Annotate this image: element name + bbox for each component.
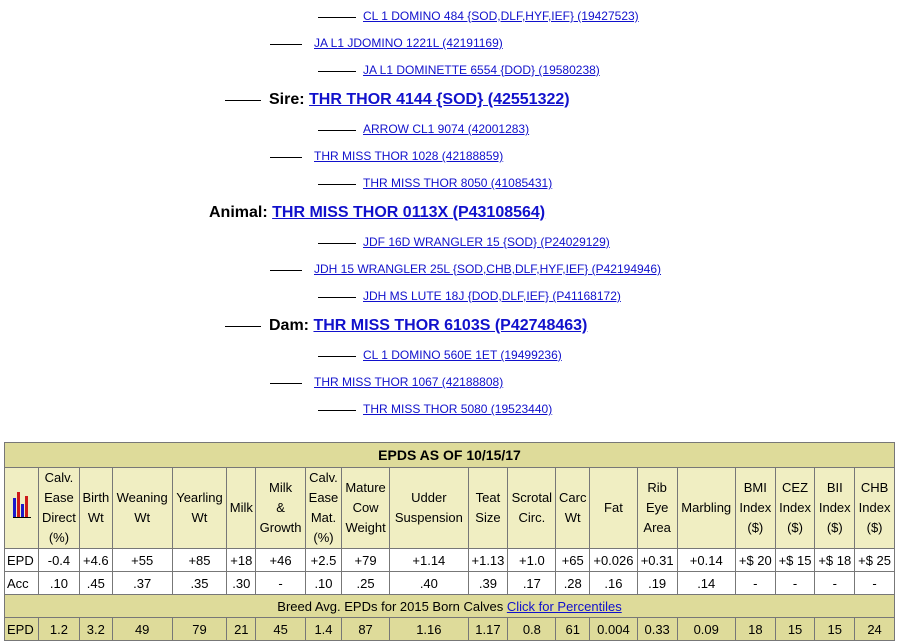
header-line: Scrotal xyxy=(511,490,553,505)
acc-value-cell: .14 xyxy=(677,572,735,595)
header-line: ($) xyxy=(826,520,843,535)
header-line: Wt xyxy=(191,510,208,525)
epd-col-header xyxy=(855,468,895,549)
breed-avg-text: Breed Avg. EPDs for 2015 Born Calves xyxy=(277,598,507,614)
header-line: BII xyxy=(826,480,843,495)
avg-value-cell: 49 xyxy=(112,618,172,641)
epd-value-cell: +0.31 xyxy=(637,549,677,572)
pedigree-dd xyxy=(270,375,503,389)
sds-link[interactable]: ARROW CL1 9074 (42001283) xyxy=(363,122,530,136)
header-line: Index xyxy=(818,500,851,515)
pedigree-ddd xyxy=(318,402,552,416)
avg-value-cell: 1.16 xyxy=(390,618,468,641)
header-line: Weaning xyxy=(116,490,168,505)
acc-value-cell: .19 xyxy=(637,572,677,595)
header-line: Wt xyxy=(564,510,581,525)
header-line: Wt xyxy=(134,510,151,525)
epd-value-cell: +79 xyxy=(342,549,390,572)
acc-value-cell: .16 xyxy=(590,572,638,595)
header-line: Fat xyxy=(604,500,623,515)
header-line: Birth xyxy=(82,490,110,505)
epd-value-cell: +$ 25 xyxy=(855,549,895,572)
acc-value-cell: .35 xyxy=(172,572,227,595)
acc-value-cell: .28 xyxy=(556,572,590,595)
epd-value-cell: +$ 20 xyxy=(735,549,775,572)
epd-col-header xyxy=(342,468,390,549)
pedigree-ds xyxy=(270,262,661,276)
connector-line xyxy=(318,17,356,18)
sdd-link[interactable]: THR MISS THOR 8050 (41085431) xyxy=(363,176,553,190)
acc-row-label: Acc xyxy=(5,572,39,595)
epd-value-cell: +$ 15 xyxy=(775,549,815,572)
epd-value-cell: +1.14 xyxy=(390,549,468,572)
acc-value-cell: - xyxy=(815,572,855,595)
acc-value-cell: - xyxy=(256,572,306,595)
header-line: Carc xyxy=(559,490,587,505)
epd-value-cell: +18 xyxy=(227,549,256,572)
epd-value-cell: +0.14 xyxy=(677,549,735,572)
header-line: Direct xyxy=(41,510,76,525)
header-line: Index xyxy=(779,500,811,515)
dd-link[interactable]: THR MISS THOR 1067 (42188808) xyxy=(314,375,504,389)
epd-col-header xyxy=(172,468,227,549)
header-line: Marbling xyxy=(681,500,732,515)
epd-value-cell: +2.5 xyxy=(305,549,341,572)
avg-row-label: EPD xyxy=(5,618,39,641)
header-line: Size xyxy=(475,510,501,525)
epd-value-cell: +4.6 xyxy=(79,549,112,572)
acc-value-cell: .25 xyxy=(342,572,390,595)
ssd-link[interactable]: JA L1 DOMINETTE 6554 {DOD} (19580238) xyxy=(363,63,600,77)
epd-col-header xyxy=(677,468,735,549)
header-line: Cow xyxy=(352,500,379,515)
epd-col-header xyxy=(815,468,855,549)
connector-line xyxy=(318,243,356,244)
header-line: Rib xyxy=(647,480,667,495)
connector-line xyxy=(318,410,356,411)
acc-value-cell: - xyxy=(775,572,815,595)
epd-col-header xyxy=(39,468,80,549)
header-line: Calv. xyxy=(309,470,338,485)
header-line: Weight xyxy=(345,520,386,535)
sire-link[interactable]: THR THOR 4144 {SOD} (42551322) xyxy=(309,91,570,108)
header-line: BMI xyxy=(743,480,767,495)
epd-values-row xyxy=(5,549,895,572)
epd-col-header xyxy=(79,468,112,549)
header-line: & xyxy=(276,500,285,515)
header-line: Milk xyxy=(269,480,293,495)
header-line: Ease xyxy=(308,490,339,505)
connector-line xyxy=(318,297,356,298)
avg-value-cell: 18 xyxy=(735,618,775,641)
acc-values-row xyxy=(5,572,895,595)
breed-avg-values-row xyxy=(5,618,895,641)
pedigree-dsd xyxy=(318,289,621,303)
epd-value-cell: +65 xyxy=(556,549,590,572)
epd-title: EPDS AS OF 10/15/17 xyxy=(5,443,895,468)
header-line: Wt xyxy=(87,510,104,525)
pedigree-ss xyxy=(270,36,503,50)
breed-avg-row xyxy=(5,595,895,618)
epd-header-row xyxy=(5,468,895,549)
sd-link[interactable]: THR MISS THOR 1028 (42188859) xyxy=(314,149,504,163)
acc-value-cell: .10 xyxy=(305,572,341,595)
sire-row xyxy=(225,90,570,110)
pedigree-sd xyxy=(270,149,503,163)
breed-avg-caption xyxy=(5,595,895,618)
header-line: Udder xyxy=(411,490,447,505)
header-line: Growth xyxy=(259,520,302,535)
epd-col-header xyxy=(735,468,775,549)
avg-value-cell: 1.2 xyxy=(39,618,80,641)
ds-link[interactable]: JDH 15 WRANGLER 25L {SOD,CHB,DLF,HYF,IEF} (P42194946) xyxy=(314,262,662,276)
avg-value-cell: 15 xyxy=(815,618,855,641)
epd-col-header xyxy=(556,468,590,549)
ddd-link[interactable]: THR MISS THOR 5080 (19523440) xyxy=(363,402,553,416)
header-line: CEZ xyxy=(782,480,809,495)
epd-value-cell: +$ 18 xyxy=(815,549,855,572)
acc-value-cell: .39 xyxy=(468,572,508,595)
header-line: ($) xyxy=(787,520,803,535)
epd-col-header xyxy=(775,468,815,549)
connector-line xyxy=(318,356,356,357)
acc-value-cell: .10 xyxy=(39,572,80,595)
connector-line xyxy=(318,130,356,131)
sss-link[interactable]: CL 1 DOMINO 484 {SOD,DLF,HYF,IEF} (19427523) xyxy=(363,9,639,23)
acc-value-cell: .45 xyxy=(79,572,112,595)
acc-value-cell: .37 xyxy=(112,572,172,595)
avg-value-cell: 21 xyxy=(227,618,256,641)
epd-row-label: EPD xyxy=(5,549,39,572)
avg-value-cell: 1.4 xyxy=(305,618,341,641)
pedigree-sss xyxy=(318,9,639,23)
percentiles-link[interactable]: Click for Percentiles xyxy=(506,598,622,614)
header-line: CHB xyxy=(860,480,889,495)
avg-value-cell: 3.2 xyxy=(79,618,112,641)
dam-link[interactable]: THR MISS THOR 6103S (P42748463) xyxy=(313,317,588,334)
epd-col-header xyxy=(112,468,172,549)
pedigree-dds xyxy=(318,348,562,362)
avg-value-cell: 0.33 xyxy=(637,618,677,641)
avg-value-cell: 61 xyxy=(556,618,590,641)
animal-link[interactable]: THR MISS THOR 0113X (P43108564) xyxy=(272,204,546,221)
avg-value-cell: 0.004 xyxy=(590,618,638,641)
header-line: Teat xyxy=(475,490,501,505)
acc-value-cell: - xyxy=(735,572,775,595)
header-line: Ease xyxy=(44,490,74,505)
dss-link[interactable]: JDF 16D WRANGLER 15 {SOD} (P24029129) xyxy=(363,235,610,249)
connector-line xyxy=(318,184,356,185)
header-line: Circ. xyxy=(518,510,546,525)
header-line: Mat. xyxy=(310,510,337,525)
header-line: Area xyxy=(643,520,671,535)
animal-label: Animal: xyxy=(209,204,268,221)
avg-value-cell: 24 xyxy=(855,618,895,641)
epd-col-header xyxy=(305,468,341,549)
header-line: ($) xyxy=(747,520,764,535)
avg-value-cell: 87 xyxy=(342,618,390,641)
pedigree-sds xyxy=(318,122,529,136)
epd-col-header xyxy=(390,468,468,549)
header-line: (%) xyxy=(313,530,334,545)
epd-title-row xyxy=(5,443,895,468)
dds-link[interactable]: CL 1 DOMINO 560E 1ET (19499236) xyxy=(363,348,562,362)
dam-label: Dam: xyxy=(269,317,310,334)
header-line: Calv. xyxy=(44,470,74,485)
epd-value-cell: +85 xyxy=(172,549,227,572)
avg-value-cell: 45 xyxy=(256,618,306,641)
connector-line xyxy=(270,157,302,158)
acc-value-cell: - xyxy=(855,572,895,595)
avg-value-cell: 0.09 xyxy=(677,618,735,641)
epd-col-header xyxy=(256,468,306,549)
header-line: Yearling xyxy=(176,490,223,505)
connector-line xyxy=(225,100,261,101)
dsd-link[interactable]: JDH MS LUTE 18J {DOD,DLF,IEF} (P41168172) xyxy=(363,289,621,303)
acc-value-cell: .30 xyxy=(227,572,256,595)
pedigree-dss xyxy=(318,235,610,249)
pedigree-sdd xyxy=(318,176,552,190)
pedigree-ssd xyxy=(318,63,600,77)
avg-value-cell: 1.17 xyxy=(468,618,508,641)
header-line: Index xyxy=(739,500,772,515)
avg-value-cell: 0.8 xyxy=(508,618,556,641)
epd-col-header xyxy=(637,468,677,549)
connector-line xyxy=(318,71,356,72)
animal-row xyxy=(209,203,545,223)
acc-value-cell: .17 xyxy=(508,572,556,595)
bar-chart-icon[interactable] xyxy=(13,492,31,518)
epd-value-cell: +1.13 xyxy=(468,549,508,572)
epd-value-cell: +0.026 xyxy=(590,549,638,572)
epd-value-cell: +46 xyxy=(256,549,306,572)
connector-line xyxy=(225,326,261,327)
connector-line xyxy=(270,270,302,271)
header-line: Index xyxy=(858,500,891,515)
header-line: Suspension xyxy=(394,510,463,525)
header-line: Milk xyxy=(229,500,253,515)
chart-cell[interactable] xyxy=(5,468,39,549)
avg-value-cell: 79 xyxy=(172,618,227,641)
epd-col-header xyxy=(508,468,556,549)
dam-row xyxy=(225,316,587,336)
epd-col-header xyxy=(468,468,508,549)
connector-line xyxy=(270,44,302,45)
epd-col-header xyxy=(590,468,638,549)
acc-value-cell: .40 xyxy=(390,572,468,595)
header-line: Eye xyxy=(645,500,669,515)
ss-link[interactable]: JA L1 JDOMINO 1221L (42191169) xyxy=(314,36,503,50)
sire-label: Sire: xyxy=(269,91,305,108)
epd-value-cell: +1.0 xyxy=(508,549,556,572)
epd-value-cell: -0.4 xyxy=(39,549,80,572)
header-line: ($) xyxy=(866,520,883,535)
epd-table xyxy=(4,442,895,641)
epd-col-header xyxy=(227,468,256,549)
epd-value-cell: +55 xyxy=(112,549,172,572)
header-line: Mature xyxy=(345,480,386,495)
header-line: (%) xyxy=(48,530,70,545)
connector-line xyxy=(270,383,302,384)
avg-value-cell: 15 xyxy=(775,618,815,641)
